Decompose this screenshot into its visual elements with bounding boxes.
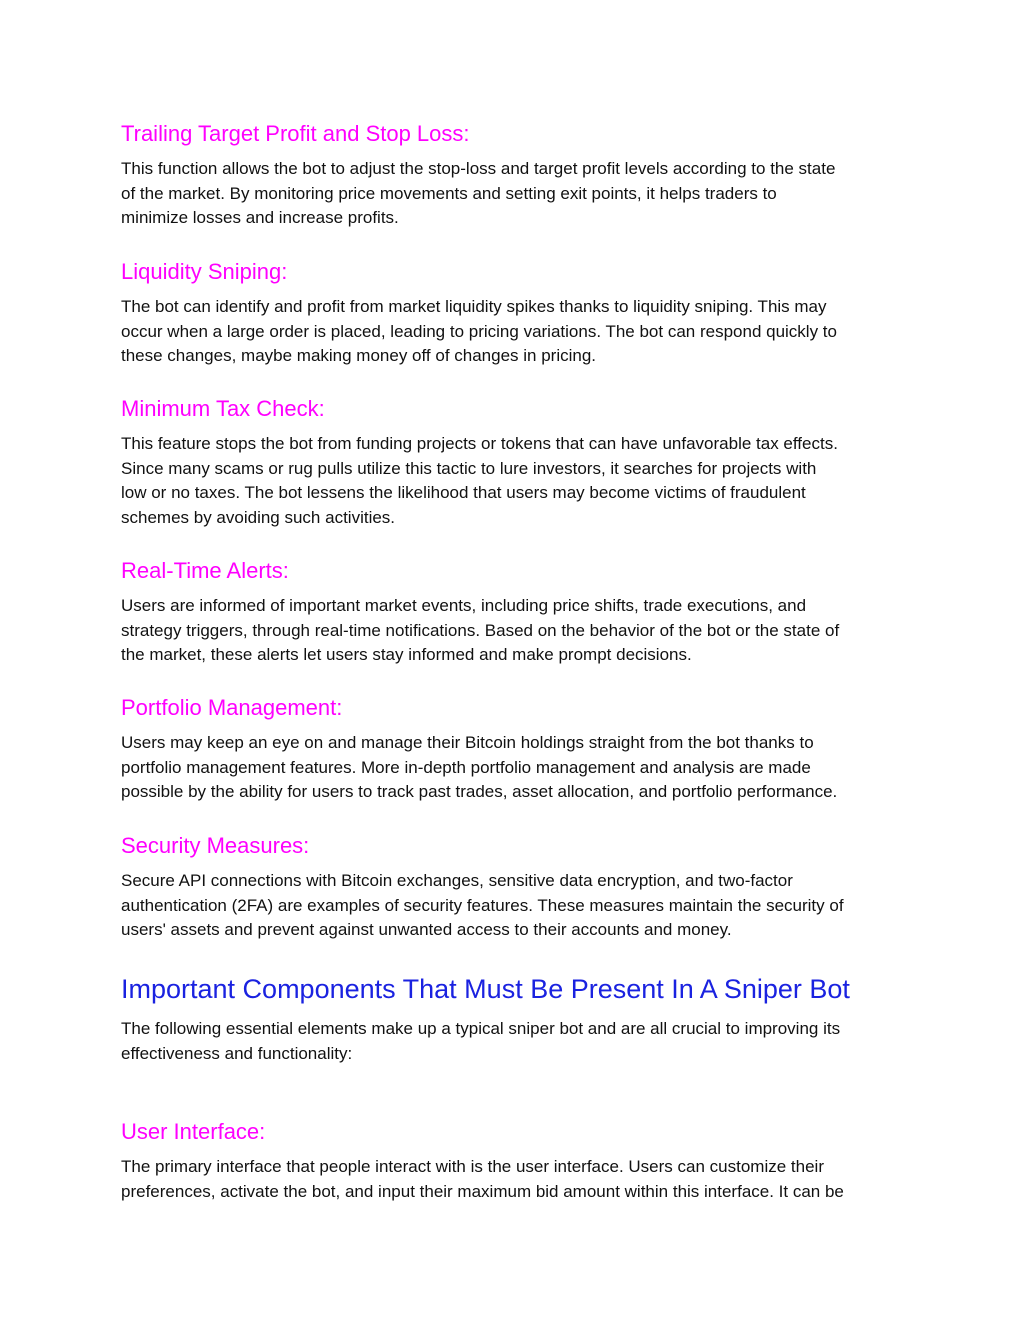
text-line: portfolio management features. More in-depth portfolio management and analysis are made xyxy=(121,757,811,777)
section-heading: Liquidity Sniping: xyxy=(121,259,288,284)
section-real-time-alerts xyxy=(121,557,921,585)
section-user-interface xyxy=(121,1118,921,1146)
section-heading: Trailing Target Profit and Stop Loss: xyxy=(121,121,470,146)
section-body xyxy=(121,1017,921,1066)
text-line: occur when a large order is placed, leading to pricing variations. The bot can respond quickly to xyxy=(121,321,837,341)
text-line: Users may keep an eye on and manage their Bitcoin holdings straight from the bot thanks to xyxy=(121,733,814,752)
text-line: the market, these alerts let users stay informed and make prompt decisions. xyxy=(121,645,692,664)
text-line: The bot can identify and profit from market liquidity spikes thanks to liquidity sniping. This may xyxy=(121,297,827,316)
text-line: minimize losses and increase profits. xyxy=(121,208,399,227)
section-important-components xyxy=(121,972,921,1006)
section-portfolio-management xyxy=(121,694,921,722)
section-body xyxy=(121,731,921,805)
text-line: effectiveness and functionality: xyxy=(121,1043,353,1063)
text-line: Since many scams or rug pulls utilize this tactic to lure investors, it searches for projects with xyxy=(121,458,817,478)
text-line: of the market. By monitoring price movements and setting exit points, it helps traders to xyxy=(121,183,777,203)
text-line: low or no taxes. The bot lessens the likelihood that users may become victims of fraudulent xyxy=(121,483,806,502)
text-line: Users are informed of important market events, including price shifts, trade executions, and xyxy=(121,596,807,615)
text-line: strategy triggers, through real-time notifications. Based on the behavior of the bot or the state of xyxy=(121,620,840,640)
section-body xyxy=(121,295,921,369)
text-line: possible by the ability for users to track past trades, asset allocation, and portfolio performance. xyxy=(121,782,838,801)
section-body xyxy=(121,432,921,530)
section-body xyxy=(121,1155,921,1204)
section-body xyxy=(121,869,921,943)
section-trailing-target xyxy=(121,120,921,148)
text-line: preferences, activate the bot, and input their maximum bid amount within this interface. It can be xyxy=(121,1181,844,1201)
text-line: This function allows the bot to adjust the stop-loss and target profit levels according to the state xyxy=(121,159,836,178)
text-line: these changes, maybe making money off of changes in pricing. xyxy=(121,346,597,365)
text-line: This feature stops the bot from funding projects or tokens that can have unfavorable tax effects. xyxy=(121,434,838,453)
section-heading: Security Measures: xyxy=(121,833,310,858)
section-body xyxy=(121,594,921,668)
section-minimum-tax-check xyxy=(121,395,921,423)
section-body xyxy=(121,157,921,231)
section-heading: Minimum Tax Check: xyxy=(121,396,325,421)
section-heading: Portfolio Management: xyxy=(121,695,343,720)
text-line: users' assets and prevent against unwanted access to their accounts and money. xyxy=(121,920,732,939)
section-title: Important Components That Must Be Present In A Sniper Bot xyxy=(121,974,850,1004)
text-line: schemes by avoiding such activities. xyxy=(121,507,396,527)
text-line: The following essential elements make up a typical sniper bot and are all crucial to improving its xyxy=(121,1019,841,1038)
text-line: Secure API connections with Bitcoin exchanges, sensitive data encryption, and two-factor xyxy=(121,871,793,890)
section-liquidity-sniping xyxy=(121,258,921,286)
section-heading: User Interface: xyxy=(121,1119,266,1144)
section-heading: Real-Time Alerts: xyxy=(121,558,289,583)
section-security-measures xyxy=(121,832,921,860)
text-line: The primary interface that people interact with is the user interface. Users can customize their xyxy=(121,1157,824,1176)
text-line: authentication (2FA) are examples of security features. These measures maintain the security of xyxy=(121,895,844,915)
